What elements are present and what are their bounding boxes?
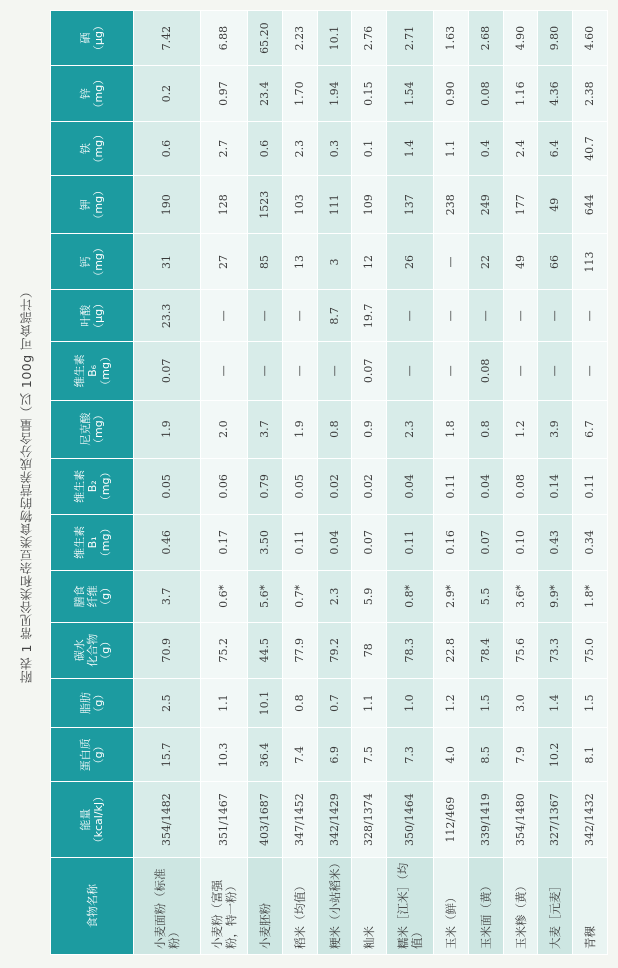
value-cell: 1.63 — [434, 11, 469, 66]
value-cell: 1.0 — [387, 678, 434, 728]
header-row — [51, 11, 134, 955]
value-cell: 128 — [201, 176, 248, 234]
value-cell: 13 — [282, 234, 317, 290]
table-row — [434, 11, 469, 955]
value-cell: 15.7 — [134, 728, 201, 782]
value-cell: 0.07 — [352, 342, 387, 400]
value-cell: — — [434, 290, 469, 342]
value-cell: 112/469 — [434, 782, 469, 858]
value-cell: 0.07 — [352, 514, 387, 570]
column-header: 维生素 B₂ （mg） — [51, 458, 134, 514]
value-cell: 78 — [352, 622, 387, 678]
value-cell: 7.5 — [352, 728, 387, 782]
table-row — [282, 11, 317, 955]
value-cell: 8.7 — [317, 290, 352, 342]
value-cell: 27 — [201, 234, 248, 290]
value-cell: 350/1464 — [387, 782, 434, 858]
value-cell: 0.46 — [134, 514, 201, 570]
table-row — [538, 11, 573, 955]
value-cell: 2.3 — [387, 400, 434, 458]
value-cell: 6.7 — [573, 400, 608, 458]
value-cell: 85 — [248, 234, 283, 290]
value-cell: 75.6 — [503, 622, 538, 678]
value-cell: 1.9 — [134, 400, 201, 458]
value-cell: 113 — [573, 234, 608, 290]
value-cell: 49 — [503, 234, 538, 290]
value-cell: 23.4 — [248, 66, 283, 122]
value-cell: 1.1 — [201, 678, 248, 728]
nutrition-table-container — [50, 10, 608, 955]
value-cell: 1.4 — [387, 122, 434, 176]
value-cell: 1.5 — [468, 678, 503, 728]
value-cell: 9.80 — [538, 11, 573, 66]
value-cell: 22.8 — [434, 622, 469, 678]
value-cell: 0.16 — [434, 514, 469, 570]
value-cell: — — [573, 342, 608, 400]
value-cell: 75.0 — [573, 622, 608, 678]
value-cell: 0.08 — [503, 458, 538, 514]
value-cell: — — [282, 290, 317, 342]
value-cell: 10.1 — [248, 678, 283, 728]
value-cell: 2.3 — [282, 122, 317, 176]
value-cell: 1.54 — [387, 66, 434, 122]
value-cell: 0.11 — [434, 458, 469, 514]
value-cell: 31 — [134, 234, 201, 290]
value-cell: 19.7 — [352, 290, 387, 342]
value-cell: 73.3 — [538, 622, 573, 678]
value-cell: 403/1687 — [248, 782, 283, 858]
value-cell: — — [538, 290, 573, 342]
value-cell: 0.17 — [201, 514, 248, 570]
value-cell: 249 — [468, 176, 503, 234]
value-cell: 0.6* — [201, 570, 248, 622]
value-cell: 0.11 — [387, 514, 434, 570]
value-cell: 79.2 — [317, 622, 352, 678]
column-header: 钙 （mg） — [51, 234, 134, 290]
value-cell: 2.4 — [503, 122, 538, 176]
value-cell: 1.16 — [503, 66, 538, 122]
value-cell: 5.9 — [352, 570, 387, 622]
value-cell: 3.0 — [503, 678, 538, 728]
value-cell: 2.7 — [201, 122, 248, 176]
value-cell: 1.1 — [352, 678, 387, 728]
value-cell: 70.9 — [134, 622, 201, 678]
value-cell: 2.9* — [434, 570, 469, 622]
value-cell: 3.50 — [248, 514, 283, 570]
value-cell: — — [434, 234, 469, 290]
food-name-cell: 小麦胚粉 — [248, 857, 283, 954]
value-cell: 1.8 — [434, 400, 469, 458]
value-cell: 0.7 — [317, 678, 352, 728]
value-cell: 78.4 — [468, 622, 503, 678]
value-cell: 190 — [134, 176, 201, 234]
column-header: 脂肪 （g） — [51, 678, 134, 728]
value-cell: 0.3 — [317, 122, 352, 176]
nutrition-table — [50, 10, 608, 955]
food-name-cell: 籼米 — [352, 857, 387, 954]
table-body — [134, 11, 608, 955]
food-name-cell: 大麦［元麦］ — [538, 857, 573, 954]
value-cell: 0.11 — [573, 458, 608, 514]
value-cell: 9.9* — [538, 570, 573, 622]
value-cell: 78.3 — [387, 622, 434, 678]
column-header: 碳水 化合物 （g） — [51, 622, 134, 678]
value-cell: 0.8 — [468, 400, 503, 458]
value-cell: 4.36 — [538, 66, 573, 122]
food-name-cell: 玉米糁（黄） — [503, 857, 538, 954]
value-cell: 26 — [387, 234, 434, 290]
food-name-cell: 玉米（鲜） — [434, 857, 469, 954]
column-header: 维生素 B₆ （mg） — [51, 342, 134, 400]
value-cell: 0.04 — [387, 458, 434, 514]
value-cell: 4.60 — [573, 11, 608, 66]
value-cell: 0.07 — [468, 514, 503, 570]
value-cell: 4.90 — [503, 11, 538, 66]
table-row — [503, 11, 538, 955]
value-cell: 3 — [317, 234, 352, 290]
value-cell: 7.9 — [503, 728, 538, 782]
value-cell: 5.6* — [248, 570, 283, 622]
value-cell: 2.68 — [468, 11, 503, 66]
food-name-cell: 稻米（均值） — [282, 857, 317, 954]
value-cell: 77.9 — [282, 622, 317, 678]
value-cell: 1.2 — [503, 400, 538, 458]
column-header: 硒 （μg） — [51, 11, 134, 66]
value-cell: 0.08 — [468, 342, 503, 400]
value-cell: 0.02 — [352, 458, 387, 514]
value-cell: 10.2 — [538, 728, 573, 782]
value-cell: 1.2 — [434, 678, 469, 728]
value-cell: — — [387, 290, 434, 342]
value-cell: 0.05 — [282, 458, 317, 514]
value-cell: — — [387, 342, 434, 400]
value-cell: 1.70 — [282, 66, 317, 122]
value-cell: 22 — [468, 234, 503, 290]
value-cell: — — [282, 342, 317, 400]
value-cell: 0.04 — [468, 458, 503, 514]
value-cell: — — [248, 290, 283, 342]
value-cell: 8.1 — [573, 728, 608, 782]
value-cell: 1.9 — [282, 400, 317, 458]
value-cell: 1.94 — [317, 66, 352, 122]
value-cell: — — [538, 342, 573, 400]
value-cell: 0.4 — [468, 122, 503, 176]
value-cell: 644 — [573, 176, 608, 234]
value-cell: 3.7 — [248, 400, 283, 458]
column-header: 叶酸 （μg） — [51, 290, 134, 342]
table-row — [387, 11, 434, 955]
value-cell: 0.14 — [538, 458, 573, 514]
food-name-cell: 小麦粉（富强粉，特一粉） — [201, 857, 248, 954]
value-cell: 10.3 — [201, 728, 248, 782]
value-cell: 0.90 — [434, 66, 469, 122]
column-header: 尼克酸 （mg） — [51, 400, 134, 458]
value-cell: 75.2 — [201, 622, 248, 678]
value-cell: 44.5 — [248, 622, 283, 678]
value-cell: 354/1482 — [134, 782, 201, 858]
value-cell: 0.79 — [248, 458, 283, 514]
value-cell: — — [248, 342, 283, 400]
column-header: 铁 （mg） — [51, 122, 134, 176]
value-cell: 12 — [352, 234, 387, 290]
value-cell: 3.7 — [134, 570, 201, 622]
value-cell: 1523 — [248, 176, 283, 234]
value-cell: 0.9 — [352, 400, 387, 458]
value-cell: 0.15 — [352, 66, 387, 122]
value-cell: 0.7* — [282, 570, 317, 622]
value-cell: 0.08 — [468, 66, 503, 122]
value-cell: 6.88 — [201, 11, 248, 66]
value-cell: 103 — [282, 176, 317, 234]
value-cell: 0.6 — [248, 122, 283, 176]
value-cell: 0.05 — [134, 458, 201, 514]
food-name-cell: 糯米［江米］（均值） — [387, 857, 434, 954]
value-cell: 5.5 — [468, 570, 503, 622]
value-cell: 6.9 — [317, 728, 352, 782]
value-cell: 0.02 — [317, 458, 352, 514]
value-cell: 2.5 — [134, 678, 201, 728]
value-cell: 0.06 — [201, 458, 248, 514]
value-cell: 0.8 — [317, 400, 352, 458]
value-cell: 23.3 — [134, 290, 201, 342]
value-cell: 0.8 — [282, 678, 317, 728]
value-cell: 10.1 — [317, 11, 352, 66]
value-cell: 109 — [352, 176, 387, 234]
value-cell: 49 — [538, 176, 573, 234]
value-cell: 0.04 — [317, 514, 352, 570]
column-header: 膳食 纤维 （g） — [51, 570, 134, 622]
value-cell: 2.71 — [387, 11, 434, 66]
value-cell: 36.4 — [248, 728, 283, 782]
value-cell: 2.3 — [317, 570, 352, 622]
value-cell: — — [573, 290, 608, 342]
value-cell: 7.42 — [134, 11, 201, 66]
table-row — [134, 11, 201, 955]
food-name-cell: 青稞 — [573, 857, 608, 954]
value-cell: 2.23 — [282, 11, 317, 66]
value-cell: 4.0 — [434, 728, 469, 782]
value-cell: — — [317, 342, 352, 400]
value-cell: 0.2 — [134, 66, 201, 122]
value-cell: 1.4 — [538, 678, 573, 728]
value-cell: 0.6 — [134, 122, 201, 176]
column-header: 钾 （mg） — [51, 176, 134, 234]
value-cell: 65.20 — [248, 11, 283, 66]
value-cell: 7.3 — [387, 728, 434, 782]
value-cell: 327/1367 — [538, 782, 573, 858]
value-cell: 1.1 — [434, 122, 469, 176]
food-name-cell: 玉米面（黄） — [468, 857, 503, 954]
value-cell: 342/1432 — [573, 782, 608, 858]
value-cell: 0.97 — [201, 66, 248, 122]
food-name-cell: 小麦面粉（标准粉） — [134, 857, 201, 954]
column-header: 锌 （mg） — [51, 66, 134, 122]
value-cell: 328/1374 — [352, 782, 387, 858]
value-cell: 2.76 — [352, 11, 387, 66]
value-cell: 0.8* — [387, 570, 434, 622]
value-cell: 339/1419 — [468, 782, 503, 858]
value-cell: 3.6* — [503, 570, 538, 622]
table-row — [352, 11, 387, 955]
value-cell: — — [201, 290, 248, 342]
value-cell: 111 — [317, 176, 352, 234]
value-cell: 342/1429 — [317, 782, 352, 858]
value-cell: — — [201, 342, 248, 400]
value-cell: 40.7 — [573, 122, 608, 176]
value-cell: 238 — [434, 176, 469, 234]
value-cell: 0.43 — [538, 514, 573, 570]
value-cell: — — [503, 342, 538, 400]
value-cell: 6.4 — [538, 122, 573, 176]
value-cell: 137 — [387, 176, 434, 234]
value-cell: 351/1467 — [201, 782, 248, 858]
column-header: 食物名称 — [51, 857, 134, 954]
table-row — [248, 11, 283, 955]
column-header: 蛋白质 （g） — [51, 728, 134, 782]
table-row — [468, 11, 503, 955]
table-row — [201, 11, 248, 955]
value-cell: 0.11 — [282, 514, 317, 570]
food-name-cell: 粳米（小站稻米） — [317, 857, 352, 954]
value-cell: — — [434, 342, 469, 400]
value-cell: 1.5 — [573, 678, 608, 728]
value-cell: 7.4 — [282, 728, 317, 782]
table-row — [573, 11, 608, 955]
value-cell: 0.07 — [134, 342, 201, 400]
value-cell: 1.8* — [573, 570, 608, 622]
value-cell: 2.38 — [573, 66, 608, 122]
value-cell: 0.34 — [573, 514, 608, 570]
value-cell: — — [468, 290, 503, 342]
column-header: 能量 （kcal/kJ） — [51, 782, 134, 858]
value-cell: 354/1480 — [503, 782, 538, 858]
value-cell: 3.9 — [538, 400, 573, 458]
value-cell: 0.1 — [352, 122, 387, 176]
value-cell: — — [503, 290, 538, 342]
value-cell: 2.0 — [201, 400, 248, 458]
table-caption: 附表 1 常见谷类和杂豆类食物的营养成分含量（以 100g 可食部计） — [19, 284, 34, 684]
value-cell: 66 — [538, 234, 573, 290]
column-header: 维生素 B₁ （mg） — [51, 514, 134, 570]
value-cell: 347/1452 — [282, 782, 317, 858]
value-cell: 0.10 — [503, 514, 538, 570]
value-cell: 8.5 — [468, 728, 503, 782]
value-cell: 177 — [503, 176, 538, 234]
table-row — [317, 11, 352, 955]
